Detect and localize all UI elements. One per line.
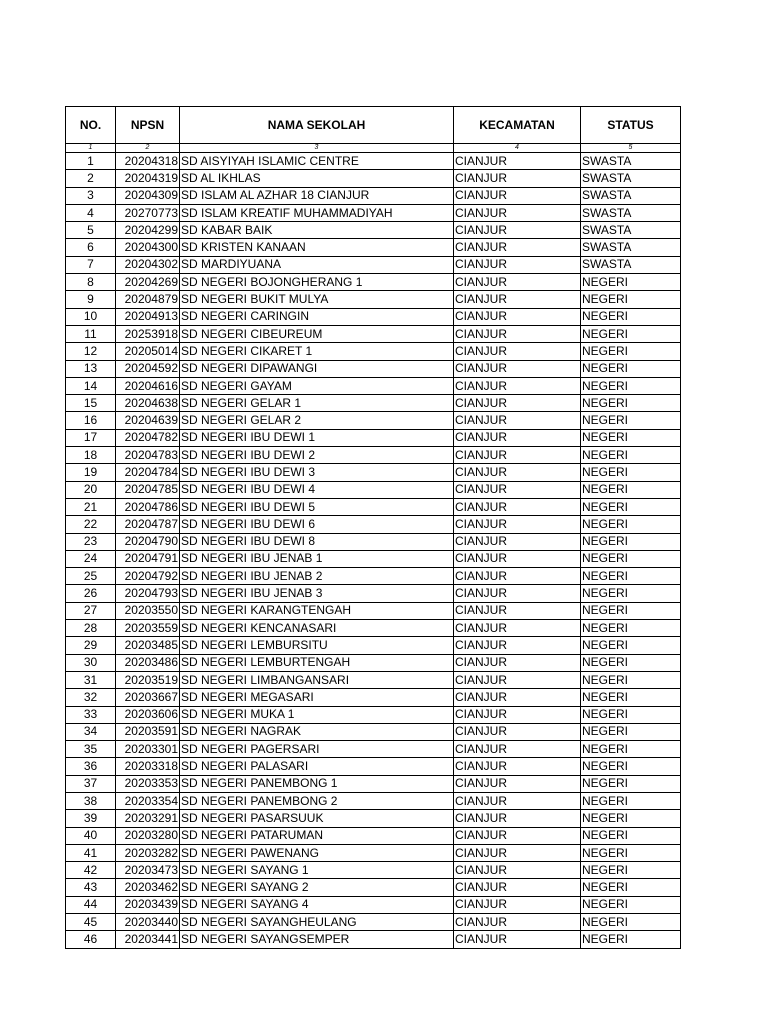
table-row <box>66 775 681 792</box>
cell-nama-sekolah: SD NEGERI SAYANG 2 <box>180 879 454 896</box>
table-row <box>66 914 681 931</box>
cell-status: NEGERI <box>581 464 681 481</box>
cell-no: 11 <box>66 325 116 342</box>
cell-npsn: 20204639 <box>116 412 180 429</box>
cell-npsn: 20204592 <box>116 360 180 377</box>
cell-no: 7 <box>66 256 116 273</box>
cell-kecamatan: CIANJUR <box>454 723 581 740</box>
header-row <box>66 107 681 144</box>
cell-kecamatan: CIANJUR <box>454 222 581 239</box>
table-row <box>66 844 681 861</box>
cell-nama-sekolah: SD MARDIYUANA <box>180 256 454 273</box>
cell-status: SWASTA <box>581 153 681 170</box>
cell-status: SWASTA <box>581 222 681 239</box>
cell-nama-sekolah: SD AISYIYAH ISLAMIC CENTRE <box>180 153 454 170</box>
cell-nama-sekolah: SD AL IKHLAS <box>180 170 454 187</box>
cell-status: NEGERI <box>581 758 681 775</box>
cell-status: NEGERI <box>581 671 681 688</box>
table-row <box>66 689 681 706</box>
cell-kecamatan: CIANJUR <box>454 204 581 221</box>
cell-npsn: 20204879 <box>116 291 180 308</box>
school-table <box>65 106 681 949</box>
cell-npsn: 20204616 <box>116 377 180 394</box>
cell-kecamatan: CIANJUR <box>454 360 581 377</box>
cell-kecamatan: CIANJUR <box>454 741 581 758</box>
table-row <box>66 170 681 187</box>
cell-status: NEGERI <box>581 533 681 550</box>
cell-kecamatan: CIANJUR <box>454 862 581 879</box>
cell-npsn: 20203280 <box>116 827 180 844</box>
cell-kecamatan: CIANJUR <box>454 274 581 291</box>
cell-nama-sekolah: SD NEGERI SAYANG 4 <box>180 896 454 913</box>
cell-no: 46 <box>66 931 116 948</box>
cell-no: 28 <box>66 620 116 637</box>
cell-status: NEGERI <box>581 775 681 792</box>
table-row <box>66 256 681 273</box>
cell-npsn: 20203354 <box>116 792 180 809</box>
header-kecamatan: KECAMATAN <box>454 107 581 144</box>
cell-kecamatan: CIANJUR <box>454 498 581 515</box>
cell-npsn: 20203353 <box>116 775 180 792</box>
cell-no: 32 <box>66 689 116 706</box>
cell-no: 15 <box>66 395 116 412</box>
cell-kecamatan: CIANJUR <box>454 481 581 498</box>
cell-nama-sekolah: SD NEGERI IBU JENAB 2 <box>180 568 454 585</box>
cell-no: 30 <box>66 654 116 671</box>
table-row <box>66 862 681 879</box>
cell-nama-sekolah: SD NEGERI GELAR 1 <box>180 395 454 412</box>
cell-npsn: 20203291 <box>116 810 180 827</box>
cell-kecamatan: CIANJUR <box>454 550 581 567</box>
table-row <box>66 810 681 827</box>
cell-status: NEGERI <box>581 429 681 446</box>
cell-nama-sekolah: SD NEGERI IBU DEWI 3 <box>180 464 454 481</box>
cell-npsn: 20204784 <box>116 464 180 481</box>
cell-status: NEGERI <box>581 498 681 515</box>
cell-status: NEGERI <box>581 308 681 325</box>
cell-kecamatan: CIANJUR <box>454 187 581 204</box>
cell-no: 25 <box>66 568 116 585</box>
table-row <box>66 602 681 619</box>
cell-no: 18 <box>66 447 116 464</box>
cell-nama-sekolah: SD NEGERI GAYAM <box>180 377 454 394</box>
cell-kecamatan: CIANJUR <box>454 931 581 948</box>
column-number: 5 <box>581 144 681 153</box>
cell-nama-sekolah: SD KRISTEN KANAAN <box>180 239 454 256</box>
cell-npsn: 20203559 <box>116 620 180 637</box>
cell-npsn: 20204309 <box>116 187 180 204</box>
cell-nama-sekolah: SD NEGERI DIPAWANGI <box>180 360 454 377</box>
cell-no: 2 <box>66 170 116 187</box>
cell-npsn: 20203519 <box>116 671 180 688</box>
table-row <box>66 222 681 239</box>
cell-no: 20 <box>66 481 116 498</box>
cell-kecamatan: CIANJUR <box>454 637 581 654</box>
cell-no: 43 <box>66 879 116 896</box>
cell-nama-sekolah: SD NEGERI KARANGTENGAH <box>180 602 454 619</box>
cell-status: NEGERI <box>581 585 681 602</box>
cell-status: NEGERI <box>581 291 681 308</box>
cell-nama-sekolah: SD NEGERI LIMBANGANSARI <box>180 671 454 688</box>
table-row <box>66 291 681 308</box>
cell-no: 6 <box>66 239 116 256</box>
cell-nama-sekolah: SD NEGERI IBU JENAB 3 <box>180 585 454 602</box>
cell-nama-sekolah: SD NEGERI GELAR 2 <box>180 412 454 429</box>
cell-status: SWASTA <box>581 239 681 256</box>
table-row <box>66 792 681 809</box>
cell-npsn: 20204638 <box>116 395 180 412</box>
cell-status: SWASTA <box>581 256 681 273</box>
cell-status: NEGERI <box>581 896 681 913</box>
header-nama-sekolah: NAMA SEKOLAH <box>180 107 454 144</box>
cell-kecamatan: CIANJUR <box>454 792 581 809</box>
cell-nama-sekolah: SD NEGERI IBU DEWI 5 <box>180 498 454 515</box>
cell-status: NEGERI <box>581 879 681 896</box>
table-row <box>66 153 681 170</box>
cell-kecamatan: CIANJUR <box>454 291 581 308</box>
cell-kecamatan: CIANJUR <box>454 689 581 706</box>
cell-nama-sekolah: SD NEGERI IBU DEWI 8 <box>180 533 454 550</box>
cell-status: NEGERI <box>581 723 681 740</box>
cell-kecamatan: CIANJUR <box>454 758 581 775</box>
cell-nama-sekolah: SD NEGERI PALASARI <box>180 758 454 775</box>
cell-status: NEGERI <box>581 792 681 809</box>
table-row <box>66 429 681 446</box>
cell-status: NEGERI <box>581 360 681 377</box>
table-row <box>66 931 681 948</box>
table-row <box>66 879 681 896</box>
cell-npsn: 20204790 <box>116 533 180 550</box>
cell-nama-sekolah: SD NEGERI CIKARET 1 <box>180 343 454 360</box>
cell-status: NEGERI <box>581 395 681 412</box>
cell-npsn: 20203485 <box>116 637 180 654</box>
cell-nama-sekolah: SD NEGERI PANEMBONG 1 <box>180 775 454 792</box>
cell-no: 33 <box>66 706 116 723</box>
cell-status: NEGERI <box>581 568 681 585</box>
cell-nama-sekolah: SD NEGERI BUKIT MULYA <box>180 291 454 308</box>
cell-no: 13 <box>66 360 116 377</box>
cell-no: 27 <box>66 602 116 619</box>
cell-nama-sekolah: SD NEGERI MEGASARI <box>180 689 454 706</box>
cell-no: 1 <box>66 153 116 170</box>
cell-status: SWASTA <box>581 170 681 187</box>
cell-kecamatan: CIANJUR <box>454 412 581 429</box>
cell-npsn: 20203550 <box>116 602 180 619</box>
table-row <box>66 620 681 637</box>
cell-kecamatan: CIANJUR <box>454 568 581 585</box>
cell-npsn: 20203441 <box>116 931 180 948</box>
cell-kecamatan: CIANJUR <box>454 170 581 187</box>
cell-no: 8 <box>66 274 116 291</box>
cell-npsn: 20203282 <box>116 844 180 861</box>
header-npsn: NPSN <box>116 107 180 144</box>
cell-kecamatan: CIANJUR <box>454 325 581 342</box>
cell-nama-sekolah: SD NEGERI PATARUMAN <box>180 827 454 844</box>
cell-status: NEGERI <box>581 550 681 567</box>
cell-npsn: 20205014 <box>116 343 180 360</box>
cell-no: 17 <box>66 429 116 446</box>
cell-kecamatan: CIANJUR <box>454 844 581 861</box>
table-row <box>66 498 681 515</box>
header-no: NO. <box>66 107 116 144</box>
cell-no: 44 <box>66 896 116 913</box>
cell-npsn: 20204785 <box>116 481 180 498</box>
cell-npsn: 20204791 <box>116 550 180 567</box>
cell-nama-sekolah: SD NEGERI PAGERSARI <box>180 741 454 758</box>
cell-npsn: 20203473 <box>116 862 180 879</box>
table-row <box>66 741 681 758</box>
table-row <box>66 204 681 221</box>
cell-kecamatan: CIANJUR <box>454 827 581 844</box>
column-number: 1 <box>66 144 116 153</box>
table-row <box>66 377 681 394</box>
cell-no: 4 <box>66 204 116 221</box>
cell-no: 31 <box>66 671 116 688</box>
cell-no: 36 <box>66 758 116 775</box>
cell-status: NEGERI <box>581 931 681 948</box>
cell-status: NEGERI <box>581 810 681 827</box>
cell-no: 12 <box>66 343 116 360</box>
cell-no: 40 <box>66 827 116 844</box>
cell-npsn: 20204299 <box>116 222 180 239</box>
cell-kecamatan: CIANJUR <box>454 239 581 256</box>
cell-nama-sekolah: SD NEGERI SAYANGHEULANG <box>180 914 454 931</box>
cell-status: NEGERI <box>581 377 681 394</box>
cell-npsn: 20204300 <box>116 239 180 256</box>
cell-no: 10 <box>66 308 116 325</box>
cell-kecamatan: CIANJUR <box>454 706 581 723</box>
cell-nama-sekolah: SD NEGERI CARINGIN <box>180 308 454 325</box>
table-row <box>66 239 681 256</box>
cell-kecamatan: CIANJUR <box>454 533 581 550</box>
cell-status: NEGERI <box>581 343 681 360</box>
table-row <box>66 758 681 775</box>
cell-kecamatan: CIANJUR <box>454 377 581 394</box>
cell-nama-sekolah: SD NEGERI PAWENANG <box>180 844 454 861</box>
column-number: 2 <box>116 144 180 153</box>
cell-no: 24 <box>66 550 116 567</box>
cell-kecamatan: CIANJUR <box>454 395 581 412</box>
cell-kecamatan: CIANJUR <box>454 447 581 464</box>
table-row <box>66 637 681 654</box>
cell-npsn: 20253918 <box>116 325 180 342</box>
cell-kecamatan: CIANJUR <box>454 810 581 827</box>
table-row <box>66 308 681 325</box>
header-status: STATUS <box>581 107 681 144</box>
table-row <box>66 325 681 342</box>
cell-nama-sekolah: SD NEGERI CIBEUREUM <box>180 325 454 342</box>
cell-npsn: 20203440 <box>116 914 180 931</box>
cell-nama-sekolah: SD NEGERI IBU DEWI 1 <box>180 429 454 446</box>
cell-npsn: 20204787 <box>116 516 180 533</box>
cell-status: NEGERI <box>581 862 681 879</box>
cell-kecamatan: CIANJUR <box>454 585 581 602</box>
cell-no: 34 <box>66 723 116 740</box>
cell-nama-sekolah: SD NEGERI MUKA 1 <box>180 706 454 723</box>
table-row <box>66 585 681 602</box>
cell-status: NEGERI <box>581 602 681 619</box>
cell-nama-sekolah: SD NEGERI IBU DEWI 2 <box>180 447 454 464</box>
cell-kecamatan: CIANJUR <box>454 308 581 325</box>
cell-nama-sekolah: SD ISLAM KREATIF MUHAMMADIYAH <box>180 204 454 221</box>
cell-status: NEGERI <box>581 516 681 533</box>
cell-no: 23 <box>66 533 116 550</box>
cell-no: 5 <box>66 222 116 239</box>
cell-nama-sekolah: SD NEGERI IBU DEWI 6 <box>180 516 454 533</box>
cell-kecamatan: CIANJUR <box>454 464 581 481</box>
cell-no: 16 <box>66 412 116 429</box>
cell-npsn: 20270773 <box>116 204 180 221</box>
table-row <box>66 187 681 204</box>
table-row <box>66 360 681 377</box>
cell-npsn: 20204302 <box>116 256 180 273</box>
cell-status: NEGERI <box>581 325 681 342</box>
cell-status: NEGERI <box>581 844 681 861</box>
cell-nama-sekolah: SD NEGERI SAYANGSEMPER <box>180 931 454 948</box>
cell-npsn: 20203439 <box>116 896 180 913</box>
cell-no: 19 <box>66 464 116 481</box>
cell-kecamatan: CIANJUR <box>454 429 581 446</box>
column-number: 4 <box>454 144 581 153</box>
cell-kecamatan: CIANJUR <box>454 256 581 273</box>
cell-kecamatan: CIANJUR <box>454 602 581 619</box>
cell-status: SWASTA <box>581 204 681 221</box>
cell-no: 45 <box>66 914 116 931</box>
cell-kecamatan: CIANJUR <box>454 654 581 671</box>
cell-npsn: 20204786 <box>116 498 180 515</box>
table-row <box>66 447 681 464</box>
cell-npsn: 20203606 <box>116 706 180 723</box>
cell-nama-sekolah: SD NEGERI BOJONGHERANG 1 <box>180 274 454 291</box>
cell-kecamatan: CIANJUR <box>454 775 581 792</box>
cell-npsn: 20204792 <box>116 568 180 585</box>
table-row <box>66 671 681 688</box>
table-row <box>66 343 681 360</box>
cell-npsn: 20203591 <box>116 723 180 740</box>
cell-status: NEGERI <box>581 412 681 429</box>
table-row <box>66 412 681 429</box>
cell-npsn: 20203667 <box>116 689 180 706</box>
cell-npsn: 20204783 <box>116 447 180 464</box>
cell-nama-sekolah: SD ISLAM AL AZHAR 18 CIANJUR <box>180 187 454 204</box>
cell-nama-sekolah: SD NEGERI NAGRAK <box>180 723 454 740</box>
cell-no: 39 <box>66 810 116 827</box>
cell-nama-sekolah: SD NEGERI PANEMBONG 2 <box>180 792 454 809</box>
cell-kecamatan: CIANJUR <box>454 914 581 931</box>
cell-nama-sekolah: SD NEGERI IBU DEWI 4 <box>180 481 454 498</box>
cell-nama-sekolah: SD NEGERI LEMBURTENGAH <box>180 654 454 671</box>
cell-npsn: 20203318 <box>116 758 180 775</box>
table-row <box>66 706 681 723</box>
cell-kecamatan: CIANJUR <box>454 620 581 637</box>
cell-npsn: 20204269 <box>116 274 180 291</box>
cell-no: 35 <box>66 741 116 758</box>
table-row <box>66 896 681 913</box>
table-row <box>66 568 681 585</box>
table-row <box>66 550 681 567</box>
cell-no: 41 <box>66 844 116 861</box>
cell-npsn: 20203301 <box>116 741 180 758</box>
cell-nama-sekolah: SD NEGERI KENCANASARI <box>180 620 454 637</box>
cell-no: 14 <box>66 377 116 394</box>
cell-nama-sekolah: SD NEGERI IBU JENAB 1 <box>180 550 454 567</box>
table-body <box>66 153 681 949</box>
column-number-row <box>66 144 681 153</box>
table-row <box>66 395 681 412</box>
cell-no: 9 <box>66 291 116 308</box>
cell-kecamatan: CIANJUR <box>454 671 581 688</box>
cell-status: SWASTA <box>581 187 681 204</box>
table-row <box>66 464 681 481</box>
table-row <box>66 516 681 533</box>
table-row <box>66 723 681 740</box>
cell-status: NEGERI <box>581 827 681 844</box>
cell-kecamatan: CIANJUR <box>454 343 581 360</box>
cell-status: NEGERI <box>581 689 681 706</box>
cell-npsn: 20204319 <box>116 170 180 187</box>
cell-status: NEGERI <box>581 481 681 498</box>
cell-status: NEGERI <box>581 741 681 758</box>
table-row <box>66 481 681 498</box>
cell-nama-sekolah: SD NEGERI SAYANG 1 <box>180 862 454 879</box>
cell-npsn: 20204318 <box>116 153 180 170</box>
cell-no: 22 <box>66 516 116 533</box>
cell-npsn: 20204782 <box>116 429 180 446</box>
cell-no: 42 <box>66 862 116 879</box>
cell-status: NEGERI <box>581 654 681 671</box>
cell-npsn: 20203462 <box>116 879 180 896</box>
cell-no: 3 <box>66 187 116 204</box>
table-row <box>66 274 681 291</box>
cell-status: NEGERI <box>581 914 681 931</box>
cell-kecamatan: CIANJUR <box>454 153 581 170</box>
cell-no: 21 <box>66 498 116 515</box>
cell-status: NEGERI <box>581 637 681 654</box>
cell-status: NEGERI <box>581 706 681 723</box>
cell-status: NEGERI <box>581 274 681 291</box>
cell-no: 37 <box>66 775 116 792</box>
cell-no: 38 <box>66 792 116 809</box>
cell-status: NEGERI <box>581 447 681 464</box>
cell-npsn: 20203486 <box>116 654 180 671</box>
cell-kecamatan: CIANJUR <box>454 896 581 913</box>
cell-no: 26 <box>66 585 116 602</box>
column-number: 3 <box>180 144 454 153</box>
table-row <box>66 827 681 844</box>
cell-kecamatan: CIANJUR <box>454 516 581 533</box>
cell-nama-sekolah: SD KABAR BAIK <box>180 222 454 239</box>
cell-nama-sekolah: SD NEGERI PASARSUUK <box>180 810 454 827</box>
table-row <box>66 654 681 671</box>
table-row <box>66 533 681 550</box>
cell-kecamatan: CIANJUR <box>454 879 581 896</box>
cell-nama-sekolah: SD NEGERI LEMBURSITU <box>180 637 454 654</box>
cell-npsn: 20204793 <box>116 585 180 602</box>
cell-no: 29 <box>66 637 116 654</box>
cell-status: NEGERI <box>581 620 681 637</box>
cell-npsn: 20204913 <box>116 308 180 325</box>
